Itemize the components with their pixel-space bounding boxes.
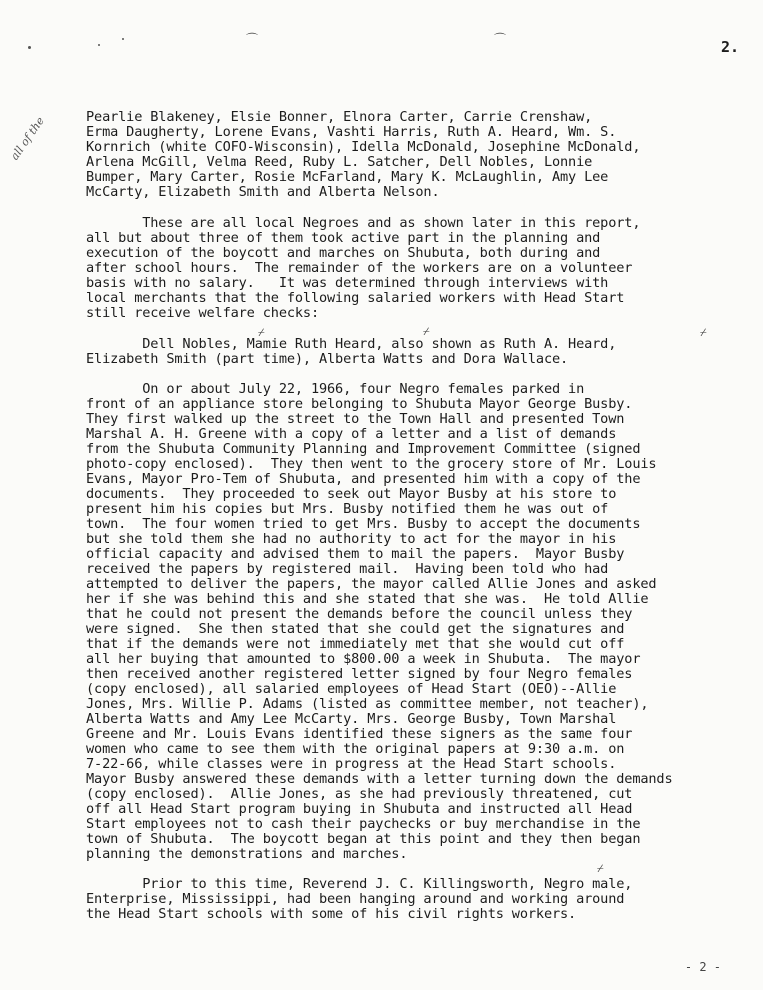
scan-speck <box>98 44 100 46</box>
text-line: Marshal A. H. Greene with a copy of a letter and a list of demands <box>86 426 617 442</box>
check-mark: ⌿ <box>700 326 707 339</box>
text-line: but she told them she had no authority to act for the mayor in his <box>86 531 617 547</box>
text-line: Dell Nobles, Mamie Ruth Heard, also shown as Ruth A. Heard, <box>86 336 617 352</box>
text-line: Mayor Busby answered these demands with a letter turning down the demands <box>86 771 673 787</box>
check-mark: ⌿ <box>597 862 604 875</box>
text-line: still receive welfare checks: <box>86 305 319 321</box>
text-line: On or about July 22, 1966, four Negro females parked in <box>86 381 585 397</box>
text-line: the Head Start schools with some of his civil rights workers. <box>86 906 577 922</box>
text-line: Enterprise, Mississippi, had been hanging around and working around <box>86 891 625 907</box>
text-line: Elizabeth Smith (part time), Alberta Watts and Dora Wallace. <box>86 351 569 367</box>
text-line: Jones, Mrs. Willie P. Adams (listed as committee member, not teacher), <box>86 696 649 712</box>
scan-speck <box>28 46 31 49</box>
text-line: Pearlie Blakeney, Elsie Bonner, Elnora Carter, Carrie Crenshaw, <box>86 109 593 125</box>
check-mark: ⌿ <box>258 326 265 339</box>
text-line: were signed. She then stated that she could get the signatures and <box>86 621 625 637</box>
text-line: that he could not present the demands before the council unless they <box>86 606 633 622</box>
text-line: official capacity and advised them to mail the papers. Mayor Busby <box>86 546 625 562</box>
scan-mark: ⌒ <box>246 32 259 46</box>
text-line: present him his copies but Mrs. Busby notified them he was out of <box>86 501 609 517</box>
text-line: Kornrich (white COFO-Wisconsin), Idella McDonald, Josephine McDonald, <box>86 139 641 155</box>
check-mark: ⌿ <box>423 325 430 338</box>
text-line: Erma Daugherty, Lorene Evans, Vashti Harris, Ruth A. Heard, Wm. S. <box>86 124 617 140</box>
text-line: after school hours. The remainder of the workers are on a volunteer <box>86 260 633 276</box>
text-line: Greene and Mr. Louis Evans identified these signers as the same four <box>86 726 633 742</box>
text-line: Evans, Mayor Pro-Tem of Shubuta, and presented him with a copy of the <box>86 471 641 487</box>
text-line: attempted to deliver the papers, the mayor called Allie Jones and asked <box>86 576 657 592</box>
text-line: Alberta Watts and Amy Lee McCarty. Mrs. George Busby, Town Marshal <box>86 711 617 727</box>
text-line: (copy enclosed), all salaried employees of Head Start (OEO)--Allie <box>86 681 617 697</box>
text-line: then received another registered letter signed by four Negro females <box>86 666 633 682</box>
text-line: execution of the boycott and marches on Shubuta, both during and <box>86 245 601 261</box>
text-line: (copy enclosed). Allie Jones, as she had previously threatened, cut <box>86 786 633 802</box>
text-line: that if the demands were not immediately met that she would cut off <box>86 636 625 652</box>
text-line: all her buying that amounted to $800.00 a week in Shubuta. The mayor <box>86 651 641 667</box>
scan-mark: ⌒ <box>494 32 507 46</box>
text-line: Prior to this time, Reverend J. C. Killingsworth, Negro male, <box>86 876 633 892</box>
text-line: off all Head Start program buying in Shubuta and instructed all Head <box>86 801 633 817</box>
text-line: all but about three of them took active part in the planning and <box>86 230 601 246</box>
text-line: McCarty, Elizabeth Smith and Alberta Nelson. <box>86 184 440 200</box>
text-line: local merchants that the following salaried workers with Head Start <box>86 290 625 306</box>
text-line: documents. They proceeded to seek out Mayor Busby at his store to <box>86 486 617 502</box>
text-line: These are all local Negroes and as shown later in this report, <box>86 215 641 231</box>
text-line: They first walked up the street to the Town Hall and presented Town <box>86 411 625 427</box>
text-line: women who came to see them with the original papers at 9:30 a.m. on <box>86 741 625 757</box>
text-line: Arlena McGill, Velma Reed, Ruby L. Satcher, Dell Nobles, Lonnie <box>86 154 593 170</box>
text-line: town. The four women tried to get Mrs. Busby to accept the documents <box>86 516 641 532</box>
footer-page-number: - 2 - <box>684 960 721 974</box>
text-line: Start employees not to cash their paychecks or buy merchandise in the <box>86 816 641 832</box>
handwritten-margin-note: all of the <box>8 114 47 163</box>
scan-speck <box>122 38 124 40</box>
text-line: her if she was behind this and she stated that she was. He told Allie <box>86 591 649 607</box>
text-line: 7-22-66, while classes were in progress at the Head Start schools. <box>86 756 617 772</box>
text-line: Bumper, Mary Carter, Rosie McFarland, Mary K. McLaughlin, Amy Lee <box>86 169 609 185</box>
page-number: 2. <box>720 38 739 56</box>
text-line: basis with no salary. It was determined through interviews with <box>86 275 609 291</box>
text-line: from the Shubuta Community Planning and Improvement Committee (signed <box>86 441 641 457</box>
text-line: received the papers by registered mail. Having been told who had <box>86 561 609 577</box>
text-line: planning the demonstrations and marches. <box>86 846 408 862</box>
text-line: town of Shubuta. The boycott began at this point and they then began <box>86 831 641 847</box>
text-line: front of an appliance store belonging to Shubuta Mayor George Busby. <box>86 396 633 412</box>
text-line: photo-copy enclosed). They then went to the grocery store of Mr. Louis <box>86 456 657 472</box>
